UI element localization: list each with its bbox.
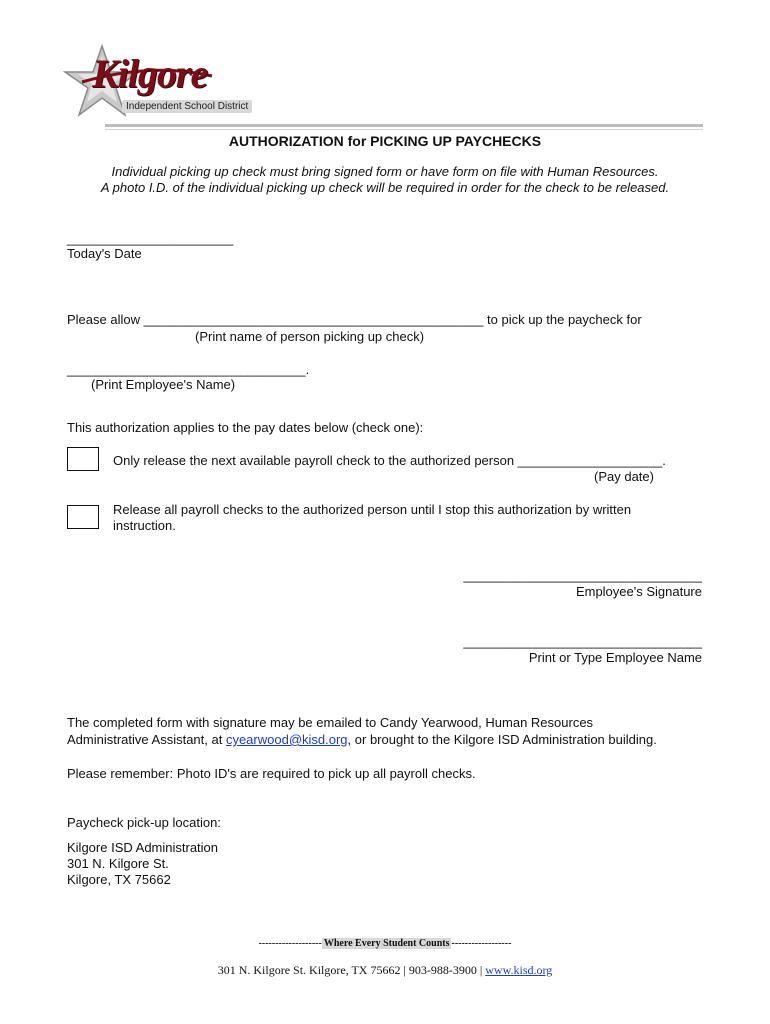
logo-wordmark: Kilgore <box>92 51 208 96</box>
location-heading: Paycheck pick-up location: <box>67 815 221 830</box>
motto-dashes-left: ------------------- <box>258 938 322 949</box>
authorized-person-label: (Print name of person picking up check) <box>195 329 425 344</box>
email-line-2-pre: Administrative Assistant, at <box>67 732 226 747</box>
option-all-checks-checkbox[interactable] <box>67 505 99 529</box>
location-line-1: Kilgore ISD Administration <box>67 840 219 855</box>
option-all-checks-label-2: instruction. <box>113 518 176 533</box>
website-link[interactable]: www.kisd.org <box>485 963 553 977</box>
email-link[interactable]: cyearwood@kisd.org <box>225 732 348 747</box>
logo-subtitle: Independent School District <box>122 100 252 113</box>
motto-dashes-right: ------------------ <box>451 938 512 949</box>
footer-address <box>0 963 770 978</box>
authorized-person-field[interactable]: Please allow _______________________________________________ to pick up the paycheck for <box>67 312 642 327</box>
employee-name-field[interactable]: _________________________________. <box>67 362 310 377</box>
print-name-field[interactable]: _________________________________ <box>463 634 702 649</box>
applies-text: This authorization applies to the pay dates below (check one): <box>67 420 424 435</box>
motto-text: Where Every Student Counts <box>323 938 450 949</box>
date-label: Today's Date <box>67 246 142 261</box>
location-line-2: 301 N. Kilgore St. <box>67 856 169 871</box>
footer-address-text: 301 N. Kilgore St. Kilgore, TX 75662 | 903-988-3900 | <box>217 963 486 977</box>
header-rule-thin <box>105 129 703 130</box>
date-field[interactable]: _______________________ <box>67 231 234 246</box>
footer-motto <box>0 938 770 949</box>
employee-name-label: (Print Employee's Name) <box>91 377 236 392</box>
option-all-checks-label-1: Release all payroll checks to the authorized person until I stop this authorization by written <box>113 502 632 517</box>
signature-label: Employee's Signature <box>575 584 702 599</box>
header-rule <box>105 124 703 127</box>
email-line-1: The completed form with signature may be emailed to Candy Yearwood, Human Resources <box>67 715 594 730</box>
instructions-line-1: Individual picking up check must bring signed form or have form on file with Human Resources. <box>111 164 659 179</box>
email-line-2-post: , or brought to the Kilgore ISD Administration building. <box>347 732 657 747</box>
print-name-label: Print or Type Employee Name <box>528 650 702 665</box>
location-line-3: Kilgore, TX 75662 <box>67 872 171 887</box>
option-next-check-label: Only release the next available payroll check to the authorized person ____________________. <box>113 453 666 468</box>
pay-date-label: (Pay date) <box>594 469 654 484</box>
email-line-2 <box>67 732 657 748</box>
reminder-text: Please remember: Photo ID's are required to pick up all payroll checks. <box>67 766 476 781</box>
form-title: AUTHORIZATION for PICKING UP PAYCHECKS <box>228 133 542 149</box>
instructions-line-2: A photo I.D. of the individual picking up check will be required in order for the check to be released. <box>100 180 670 195</box>
signature-field[interactable]: _________________________________ <box>463 568 702 583</box>
option-next-check-checkbox[interactable] <box>67 447 99 471</box>
